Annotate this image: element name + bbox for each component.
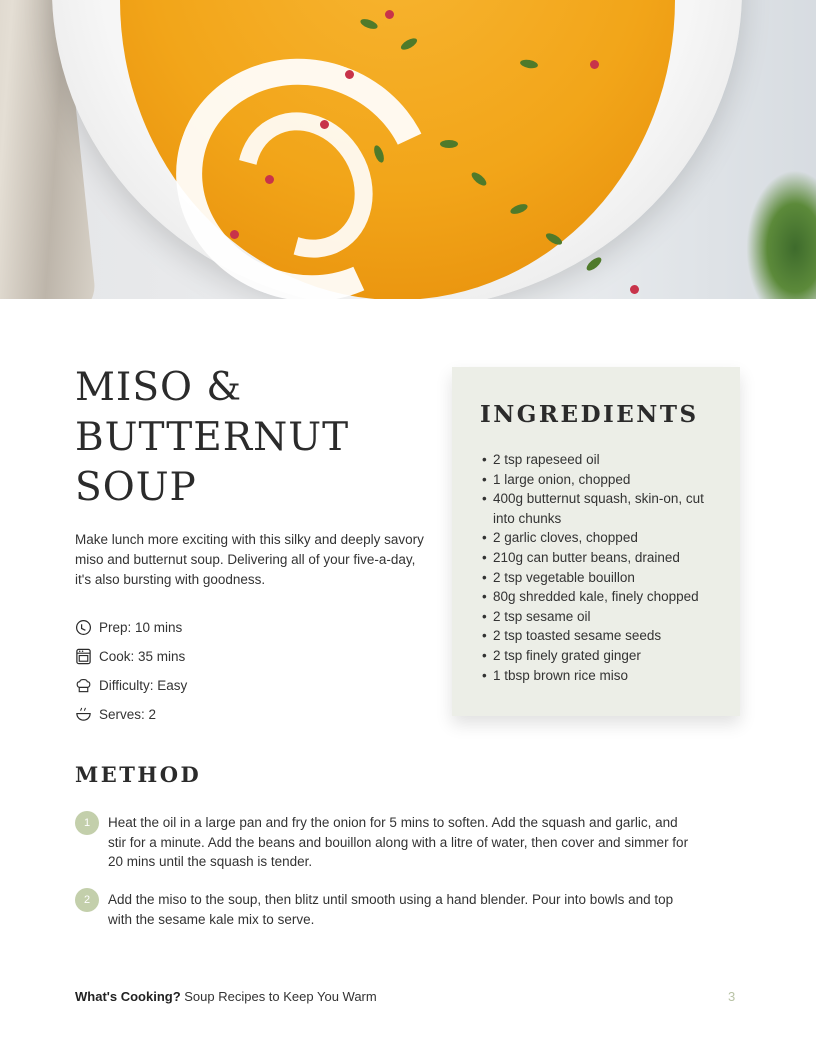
pink-peppercorn [590, 60, 599, 69]
pink-peppercorn [385, 10, 394, 19]
ingredient-item: • 80g shredded kale, finely chopped [480, 587, 725, 607]
ingredients-card [452, 367, 740, 716]
ingredient-item: • 2 tsp vegetable bouillon [480, 568, 725, 588]
step-number-badge: 1 [75, 811, 99, 835]
bowl-icon [75, 706, 92, 723]
ingredient-item: • 1 tbsp brown rice miso [480, 666, 725, 686]
meta-cook-text: Cook: 35 mins [99, 649, 186, 664]
clock-icon [75, 619, 92, 636]
pink-peppercorn [265, 175, 274, 184]
thyme-leaf [440, 140, 458, 148]
oven-icon [75, 648, 92, 665]
pink-peppercorn [630, 285, 639, 294]
meta-cook [75, 642, 375, 671]
meta-difficulty [75, 671, 375, 700]
page-number: 3 [728, 989, 736, 1004]
meta-serves-text: Serves: 2 [99, 707, 157, 722]
pink-peppercorn [230, 230, 239, 239]
ingredient-item: • 2 garlic cloves, chopped [480, 528, 725, 548]
ingredient-item: • 1 large onion, chopped [480, 470, 725, 490]
ingredient-item: • 2 tsp sesame oil [480, 607, 725, 627]
thyme-leaf [585, 255, 604, 273]
recipe-title-line: BUTTERNUT [75, 415, 350, 460]
step-text: Add the miso to the soup, then blitz until smooth using a hand blender. Pour into bowls and top with the sesame kale mix to serve. [108, 892, 674, 927]
recipe-title-line: SOUP [75, 465, 197, 510]
pink-peppercorn [345, 70, 354, 79]
method-heading: METHOD [75, 762, 202, 787]
herb-plant [746, 170, 816, 299]
ingredient-item: • 2 tsp rapeseed oil [480, 450, 725, 470]
meta-difficulty-text: Difficulty: Easy [99, 678, 188, 693]
meta-serves [75, 700, 375, 729]
page-footer [75, 989, 377, 1004]
recipe-intro: Make lunch more exciting with this silky and deeply savory miso and butternut soup. Delivering all of your five-a-day, it's also bursting with goodness. [75, 532, 424, 587]
recipe-title-line: MISO & [75, 365, 243, 410]
footer-subtitle: Soup Recipes to Keep You Warm [180, 989, 377, 1004]
method-step [75, 813, 715, 872]
pink-peppercorn [320, 120, 329, 129]
footer-brand: What's Cooking? [75, 989, 181, 1004]
ingredient-item: • 2 tsp toasted sesame seeds [480, 626, 725, 646]
step-number-badge: 2 [75, 888, 99, 912]
ingredients-heading: INGREDIENTS [480, 401, 699, 428]
ingredient-item: • 210g can butter beans, drained [480, 548, 725, 568]
meta-prep-text: Prep: 10 mins [99, 620, 183, 635]
recipe-title [75, 363, 435, 513]
method-step [75, 890, 715, 929]
chef-hat-icon [75, 677, 92, 694]
ingredients-list [480, 450, 740, 685]
hero-photo-soup-bowl [0, 0, 816, 299]
meta-prep [75, 613, 375, 642]
recipe-meta [75, 613, 375, 729]
ingredient-item: • 2 tsp finely grated ginger [480, 646, 725, 666]
step-text: Heat the oil in a large pan and fry the onion for 5 mins to soften. Add the squash and garlic, and stir for a minute. Add the beans and bouillon along with a litre of water, then cover and simmer for 20 mins until the squash is tender. [108, 815, 689, 870]
ingredient-item: • 400g butternut squash, skin-on, cut into chunks [480, 489, 725, 528]
